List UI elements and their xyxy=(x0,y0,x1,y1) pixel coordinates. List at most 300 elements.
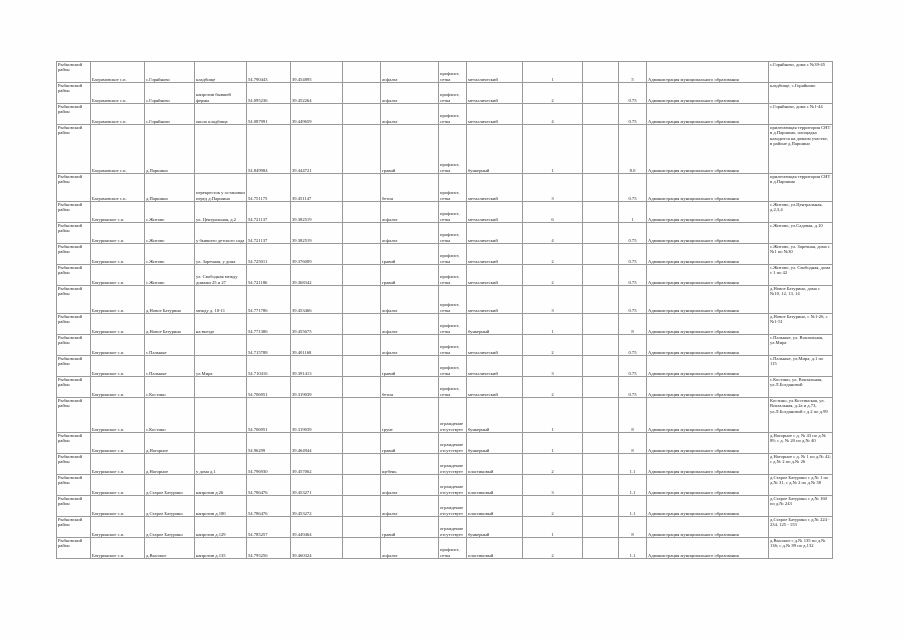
table-cell: с.Пальные, ул.Мира, д.1 по 115 xyxy=(769,356,833,377)
table-cell: Рыбновский район xyxy=(57,62,91,83)
table-cell: д.Старое Батурино xyxy=(145,517,195,538)
table-cell xyxy=(343,265,381,286)
table-cell xyxy=(343,125,381,174)
table-cell: 0.75 xyxy=(619,104,647,125)
table-cell: 3 xyxy=(523,356,583,377)
table-cell: 54.715788 xyxy=(247,335,291,356)
table-cell: 8.0 xyxy=(619,125,647,174)
table-cell: ул.Мира xyxy=(195,356,247,377)
table-cell xyxy=(583,517,619,538)
table-cell xyxy=(583,496,619,517)
table-cell xyxy=(343,335,381,356)
table-cell: с.Пальные xyxy=(145,356,195,377)
table-cell: Рыбновский район xyxy=(57,314,91,335)
table-cell: Батуринское с.п. xyxy=(91,356,145,377)
table-cell: Костино, ул.Костинская, ул. Вокзальная, д.2а и д.73, ул.Л.Богдановой с д.2 по д.99 xyxy=(769,398,833,433)
table-cell: д.Новое Батурино xyxy=(145,286,195,314)
table-cell: д.Нагорное xyxy=(145,454,195,475)
table-cell: Администрация муниципального образования xyxy=(647,314,769,335)
table-cell: Батуринское с.п. xyxy=(91,377,145,398)
table-cell: д.Паршино xyxy=(145,174,195,202)
table-cell: Рыбновский район xyxy=(57,454,91,475)
table-cell: д.Высокое с д.№ 135 по д.№ 136; с д.№ 89 по д.132 xyxy=(769,538,833,559)
table-cell: 39.401168 xyxy=(291,335,343,356)
table-cell: 1.1 xyxy=(619,538,647,559)
table-cell: металлический xyxy=(467,335,523,356)
table-cell: д.Старое Батурино с д.№ 224 - 234, 125 - 153 xyxy=(769,517,833,538)
table-cell: 4 xyxy=(523,104,583,125)
table-cell: 5 xyxy=(619,62,647,83)
table-cell: 39.453466 xyxy=(291,286,343,314)
table-cell: с.Горяйново, дома с №1-44 xyxy=(769,104,833,125)
table-cell: 39.453271 xyxy=(291,475,343,496)
table-row xyxy=(57,454,833,475)
table-cell: 3 xyxy=(523,475,583,496)
table-cell: Рыбновский район xyxy=(57,125,91,174)
table-cell xyxy=(583,475,619,496)
table-cell: асфальт xyxy=(381,202,439,223)
table-cell: Баграмовское с.п. xyxy=(91,125,145,174)
table-cell: на въезде xyxy=(195,314,247,335)
table-cell: профлист, сетка xyxy=(439,62,467,83)
table-cell: Администрация муниципального образования xyxy=(647,286,769,314)
table-cell xyxy=(343,174,381,202)
table-cell xyxy=(343,356,381,377)
table-cell: 39.319039 xyxy=(291,398,343,433)
table-cell: с.Житово, ул.Садовая, д.10 xyxy=(769,223,833,244)
table-cell: д.Старое Батурино xyxy=(145,496,195,517)
table-row xyxy=(57,62,833,83)
table-cell: у бывшего детского сада xyxy=(195,223,247,244)
table-cell: Баграмовское с.п. xyxy=(91,174,145,202)
table-cell: Рыбновский район xyxy=(57,517,91,538)
table-cell: асфальт xyxy=(381,286,439,314)
table-cell: бункерный xyxy=(467,125,523,174)
table-row xyxy=(57,538,833,559)
table-cell xyxy=(583,104,619,125)
table-cell: профлист, сетка xyxy=(439,83,467,104)
table-cell: 54.706951 xyxy=(247,377,291,398)
table-cell: 0.75 xyxy=(619,377,647,398)
table-cell: 1 xyxy=(619,202,647,223)
table-cell: ограждение отсутствует xyxy=(439,398,467,433)
table-cell: гравий xyxy=(381,265,439,286)
table-cell: с.Пальные, ул. Вокзальная, ул.Мира xyxy=(769,335,833,356)
table-cell: Администрация муниципального образования xyxy=(647,174,769,202)
table-cell: ограждение отсутствует xyxy=(439,454,467,475)
table-cell: Рыбновский район xyxy=(57,265,91,286)
table-cell: д.Нагорное xyxy=(145,433,195,454)
table-cell: 54.785257 xyxy=(247,517,291,538)
table-cell: пластиковый xyxy=(467,475,523,496)
table-row xyxy=(57,517,833,538)
table-cell: между д. 10-11 xyxy=(195,286,247,314)
table-cell: металлический xyxy=(467,83,523,104)
table-cell: Рыбновский район xyxy=(57,433,91,454)
table-cell: д.Новое Батурино, дома с №10, 12, 13, 14 xyxy=(769,286,833,314)
table-cell: металлический xyxy=(467,244,523,265)
table-cell: Батуринское с.п. xyxy=(91,398,145,433)
table-cell xyxy=(583,538,619,559)
table-cell: 1.1 xyxy=(619,454,647,475)
table-cell: 1 xyxy=(523,398,583,433)
table-row xyxy=(57,335,833,356)
table-cell: с.Горяйново xyxy=(145,83,195,104)
table-cell xyxy=(195,377,247,398)
table-cell: 1 xyxy=(523,125,583,174)
table-cell xyxy=(583,454,619,475)
table-cell: Администрация муниципального образования xyxy=(647,496,769,517)
table-cell: 0.75 xyxy=(619,244,647,265)
table-cell: 54.721137 xyxy=(247,202,291,223)
table-cell: 54.721137 xyxy=(247,223,291,244)
table-cell xyxy=(343,433,381,454)
table-row xyxy=(57,125,833,174)
table-cell: Администрация муниципального образования xyxy=(647,398,769,433)
table-cell: Рыбновский район xyxy=(57,538,91,559)
table-row xyxy=(57,286,833,314)
table-cell: Рыбновский район xyxy=(57,174,91,202)
table-cell: профлист, сетка xyxy=(439,174,467,202)
table-cell: ул. Центральная, д.2 xyxy=(195,202,247,223)
table-cell: д.Высокое xyxy=(145,538,195,559)
table-cell xyxy=(343,538,381,559)
table-cell: 0.75 xyxy=(619,335,647,356)
table-cell: ул. Свободная между домами 25 и 27 xyxy=(195,265,247,286)
table-cell: 4 xyxy=(523,223,583,244)
table-cell: Батуринское с.п. xyxy=(91,286,145,314)
table-cell: 1.1 xyxy=(619,496,647,517)
table-cell: 54.790443 xyxy=(247,62,291,83)
table-cell: пластиковый xyxy=(467,454,523,475)
table-cell xyxy=(583,265,619,286)
table-cell: 0.75 xyxy=(619,356,647,377)
table-cell xyxy=(583,174,619,202)
table-cell: бункерный xyxy=(467,398,523,433)
table-cell: 6 xyxy=(523,202,583,223)
table-cell xyxy=(583,125,619,174)
table-cell: перекресток у остановки перед д.Паршино xyxy=(195,174,247,202)
table-cell: Батуринское с.п. xyxy=(91,223,145,244)
table-cell: д.Паршино xyxy=(145,125,195,174)
table-row xyxy=(57,244,833,265)
table-cell: асфальт xyxy=(381,475,439,496)
table-cell: Батуринское с.п. xyxy=(91,335,145,356)
table-cell: 39.464944 xyxy=(291,433,343,454)
table-cell: асфальт xyxy=(381,62,439,83)
table-cell: 8 xyxy=(619,398,647,433)
table-cell: ограждение отсутствует xyxy=(439,496,467,517)
table-cell: Батуринское с.п. xyxy=(91,244,145,265)
table-cell: 39.382519 xyxy=(291,223,343,244)
table-cell xyxy=(195,398,247,433)
table-cell: у дома д.1 xyxy=(195,454,247,475)
table-cell: ограждение отсутствует xyxy=(439,517,467,538)
table-cell: с.Житово xyxy=(145,265,195,286)
table-cell: 1.1 xyxy=(619,475,647,496)
table-cell: щебень xyxy=(381,454,439,475)
table-cell: 54.849984 xyxy=(247,125,291,174)
table-cell: Батуринское с.п. xyxy=(91,202,145,223)
table-cell: 54.751175 xyxy=(247,174,291,202)
table-cell: с.Житово xyxy=(145,202,195,223)
table-cell: профлист, сетка xyxy=(439,377,467,398)
table-cell: Администрация муниципального образования xyxy=(647,223,769,244)
table-cell xyxy=(583,223,619,244)
table-cell: Администрация муниципального образования xyxy=(647,475,769,496)
table-cell: ограждение отсутствует xyxy=(439,475,467,496)
table-cell: Рыбновский район xyxy=(57,475,91,496)
table-cell: 39.454895 xyxy=(291,62,343,83)
table-cell: ограждение отсутствует xyxy=(439,433,467,454)
table-cell: 8 xyxy=(619,314,647,335)
waste-sites-table xyxy=(56,61,833,559)
table-cell: профлист, сетка xyxy=(439,314,467,335)
table-cell: напротив д.26 xyxy=(195,475,247,496)
table-cell xyxy=(583,83,619,104)
table-cell: Баграмовское с.п. xyxy=(91,62,145,83)
table-cell: грунт xyxy=(381,398,439,433)
table-cell xyxy=(583,433,619,454)
table-cell: напротив д.180 xyxy=(195,496,247,517)
table-cell: бункерный xyxy=(467,517,523,538)
table-cell: Батуринское с.п. xyxy=(91,433,145,454)
table-cell: Батуринское с.п. xyxy=(91,496,145,517)
table-cell: профлист, сетка xyxy=(439,125,467,174)
table-cell: 39.319039 xyxy=(291,377,343,398)
table-cell: 2 xyxy=(523,335,583,356)
table-cell: асфальт xyxy=(381,223,439,244)
table-cell: 39.453272 xyxy=(291,496,343,517)
table-cell: Рыбновский район xyxy=(57,335,91,356)
table-cell: д.Старое Батурино xyxy=(145,475,195,496)
table-cell: Администрация муниципального образования xyxy=(647,454,769,475)
table-cell: 8 xyxy=(619,517,647,538)
table-cell: д.Старое Батурино с д.№ 160 по д.№ 243 xyxy=(769,496,833,517)
table-cell xyxy=(583,286,619,314)
table-cell xyxy=(343,62,381,83)
table-cell: 54.795256 xyxy=(247,538,291,559)
table-cell: д.Нагорное с д. № 1 по д.№ 42; с д.№ 2 по д.№ 26 xyxy=(769,454,833,475)
table-cell xyxy=(195,335,247,356)
table-cell: 2 xyxy=(523,538,583,559)
table-cell: профлист, сетка xyxy=(439,223,467,244)
table-cell: 1 xyxy=(523,62,583,83)
table-cell: 8 xyxy=(619,433,647,454)
table-cell: Рыбновский район xyxy=(57,286,91,314)
table-cell: 39.451147 xyxy=(291,174,343,202)
table-cell: асфальт xyxy=(381,314,439,335)
table-cell: бетон xyxy=(381,174,439,202)
table-cell: Администрация муниципального образования xyxy=(647,265,769,286)
table-cell: профлист, сетка xyxy=(439,244,467,265)
table-cell: 39.457062 xyxy=(291,454,343,475)
table-cell: Рыбновский район xyxy=(57,104,91,125)
table-row xyxy=(57,174,833,202)
table-cell xyxy=(195,125,247,174)
table-cell xyxy=(343,496,381,517)
table-cell xyxy=(343,223,381,244)
table-cell: д.Новое Батурино, с №1-26, с №1-51 xyxy=(769,314,833,335)
table-cell xyxy=(583,202,619,223)
table-cell: металлический xyxy=(467,286,523,314)
table-cell: 39.449659 xyxy=(291,104,343,125)
table-cell: 1 xyxy=(523,517,583,538)
table-cell: гравий xyxy=(381,517,439,538)
table-cell: прилегающая территория СНТ в д.Паршино xyxy=(769,174,833,202)
table-cell: с.Житово xyxy=(145,223,195,244)
table-cell xyxy=(343,244,381,265)
table-cell: металлический xyxy=(467,62,523,83)
table-cell: 2 xyxy=(523,496,583,517)
table-cell: бетон xyxy=(381,377,439,398)
table-cell: кладбище, с.Горяйново xyxy=(769,83,833,104)
table-row xyxy=(57,104,833,125)
table-cell: Администрация муниципального образования xyxy=(647,104,769,125)
table-cell xyxy=(583,62,619,83)
table-row xyxy=(57,475,833,496)
table-cell xyxy=(343,314,381,335)
table-cell: металлический xyxy=(467,223,523,244)
table-cell: Рыбновский район xyxy=(57,398,91,433)
table-cell: асфальт xyxy=(381,104,439,125)
table-cell: 54.96299 xyxy=(247,433,291,454)
table-cell xyxy=(343,104,381,125)
table-cell: 39.382519 xyxy=(291,202,343,223)
table-cell: с.Пальные xyxy=(145,335,195,356)
table-cell: д.Старое Батурино с д.№ 1 по д.№ 31, с д.№ 2 по д.№ 58 xyxy=(769,475,833,496)
table-cell: 54.771386 xyxy=(247,314,291,335)
table-cell: Администрация муниципального образования xyxy=(647,377,769,398)
table-cell: 39.391413 xyxy=(291,356,343,377)
table-cell: кладбище xyxy=(195,62,247,83)
table-cell: Администрация муниципального образования xyxy=(647,356,769,377)
table-cell: Администрация муниципального образования xyxy=(647,517,769,538)
table-cell: с.Горяйново xyxy=(145,62,195,83)
table-cell: 0.75 xyxy=(619,174,647,202)
table-cell: 2 xyxy=(523,454,583,475)
table-row xyxy=(57,223,833,244)
table-cell xyxy=(583,244,619,265)
table-cell: Администрация муниципального образования xyxy=(647,202,769,223)
table-cell: д.Новое Батурино xyxy=(145,314,195,335)
table-cell: 39.452264 xyxy=(291,83,343,104)
table-cell: д.Нагорное с д. № 43 по д.№ 89; с д. № 20 по д.№ 40 xyxy=(769,433,833,454)
table-cell: 39.444721 xyxy=(291,125,343,174)
table-cell: с.Житово, ул. Свободная, дома с 1 по 42 xyxy=(769,265,833,286)
table-cell: металлический xyxy=(467,377,523,398)
table-cell: профлист, сетка xyxy=(439,286,467,314)
table-cell: Рыбновский район xyxy=(57,356,91,377)
table-cell: 3 xyxy=(523,286,583,314)
table-cell: 54.721186 xyxy=(247,265,291,286)
table-cell: гравий xyxy=(381,244,439,265)
table-cell: металлический xyxy=(467,174,523,202)
table-cell: с.Горяйново xyxy=(145,104,195,125)
table-cell: напротив д.129 xyxy=(195,517,247,538)
table-cell: 1 xyxy=(523,433,583,454)
table-cell: профлист, сетка xyxy=(439,356,467,377)
table-cell xyxy=(343,377,381,398)
table-cell: 2 xyxy=(523,265,583,286)
table-cell: Администрация муниципального образования xyxy=(647,244,769,265)
table-cell: 39.455675 xyxy=(291,314,343,335)
table-cell xyxy=(343,202,381,223)
table-cell: с.Житово xyxy=(145,244,195,265)
table-cell: гравий xyxy=(381,433,439,454)
table-row xyxy=(57,202,833,223)
table-cell: Администрация муниципального образования xyxy=(647,538,769,559)
table-cell: 39.449464 xyxy=(291,517,343,538)
table-cell: Администрация муниципального образования xyxy=(647,62,769,83)
table-cell xyxy=(583,398,619,433)
table-cell xyxy=(343,398,381,433)
table-cell: ул. Заречная, у дома xyxy=(195,244,247,265)
table-cell xyxy=(583,314,619,335)
table-cell: Рыбновский район xyxy=(57,223,91,244)
table-cell: Батуринское с.п. xyxy=(91,314,145,335)
table-cell: 39.376009 xyxy=(291,244,343,265)
table-cell: 2 xyxy=(523,377,583,398)
table-cell: 39.368342 xyxy=(291,265,343,286)
table-cell: 39.460324 xyxy=(291,538,343,559)
table-cell xyxy=(343,286,381,314)
table-cell xyxy=(583,377,619,398)
table-cell: бункерный xyxy=(467,433,523,454)
table-row xyxy=(57,356,833,377)
table-row xyxy=(57,83,833,104)
table-cell: 54.796930 xyxy=(247,454,291,475)
table-row xyxy=(57,314,833,335)
table-cell: 0.75 xyxy=(619,83,647,104)
table-cell: Администрация муниципального образования xyxy=(647,433,769,454)
table-cell: с.Костино, ул. Вокзальная, ул.Л.Богдановой xyxy=(769,377,833,398)
table-cell: пластиковый xyxy=(467,538,523,559)
table-cell: Рыбновский район xyxy=(57,496,91,517)
table-cell: 2 xyxy=(523,244,583,265)
table-cell: Батуринское с.п. xyxy=(91,475,145,496)
table-cell: Батуринское с.п. xyxy=(91,454,145,475)
table-row xyxy=(57,496,833,517)
table-cell: 2 xyxy=(523,83,583,104)
table-cell: пластиковый xyxy=(467,496,523,517)
table-cell: асфальт xyxy=(381,335,439,356)
table-cell: 54.710416 xyxy=(247,356,291,377)
table-cell: Батуринское с.п. xyxy=(91,265,145,286)
table-cell: профлист, сетка xyxy=(439,202,467,223)
table-cell: 54.786476 xyxy=(247,475,291,496)
table-cell: Рыбновский район xyxy=(57,83,91,104)
table-cell: 3 xyxy=(523,174,583,202)
table-cell: металлический xyxy=(467,202,523,223)
table-cell: металлический xyxy=(467,104,523,125)
table-cell: асфальт xyxy=(381,83,439,104)
table-cell: с.Житово, ул. Заречная, дома с №1 по №30 xyxy=(769,244,833,265)
table-cell: металлический xyxy=(467,265,523,286)
table-cell xyxy=(583,335,619,356)
table-cell xyxy=(343,454,381,475)
table-cell: с.Костино xyxy=(145,398,195,433)
table-cell: профлист, сетка xyxy=(439,265,467,286)
table-cell: Баграмовское с.п. xyxy=(91,83,145,104)
table-cell: Батуринское с.п. xyxy=(91,538,145,559)
table-cell xyxy=(343,517,381,538)
table-cell: Рыбновский район xyxy=(57,244,91,265)
table-cell xyxy=(343,83,381,104)
table-row xyxy=(57,377,833,398)
table-cell: с.Горяйново, дома с №39-45 xyxy=(769,62,833,83)
table-cell xyxy=(343,475,381,496)
